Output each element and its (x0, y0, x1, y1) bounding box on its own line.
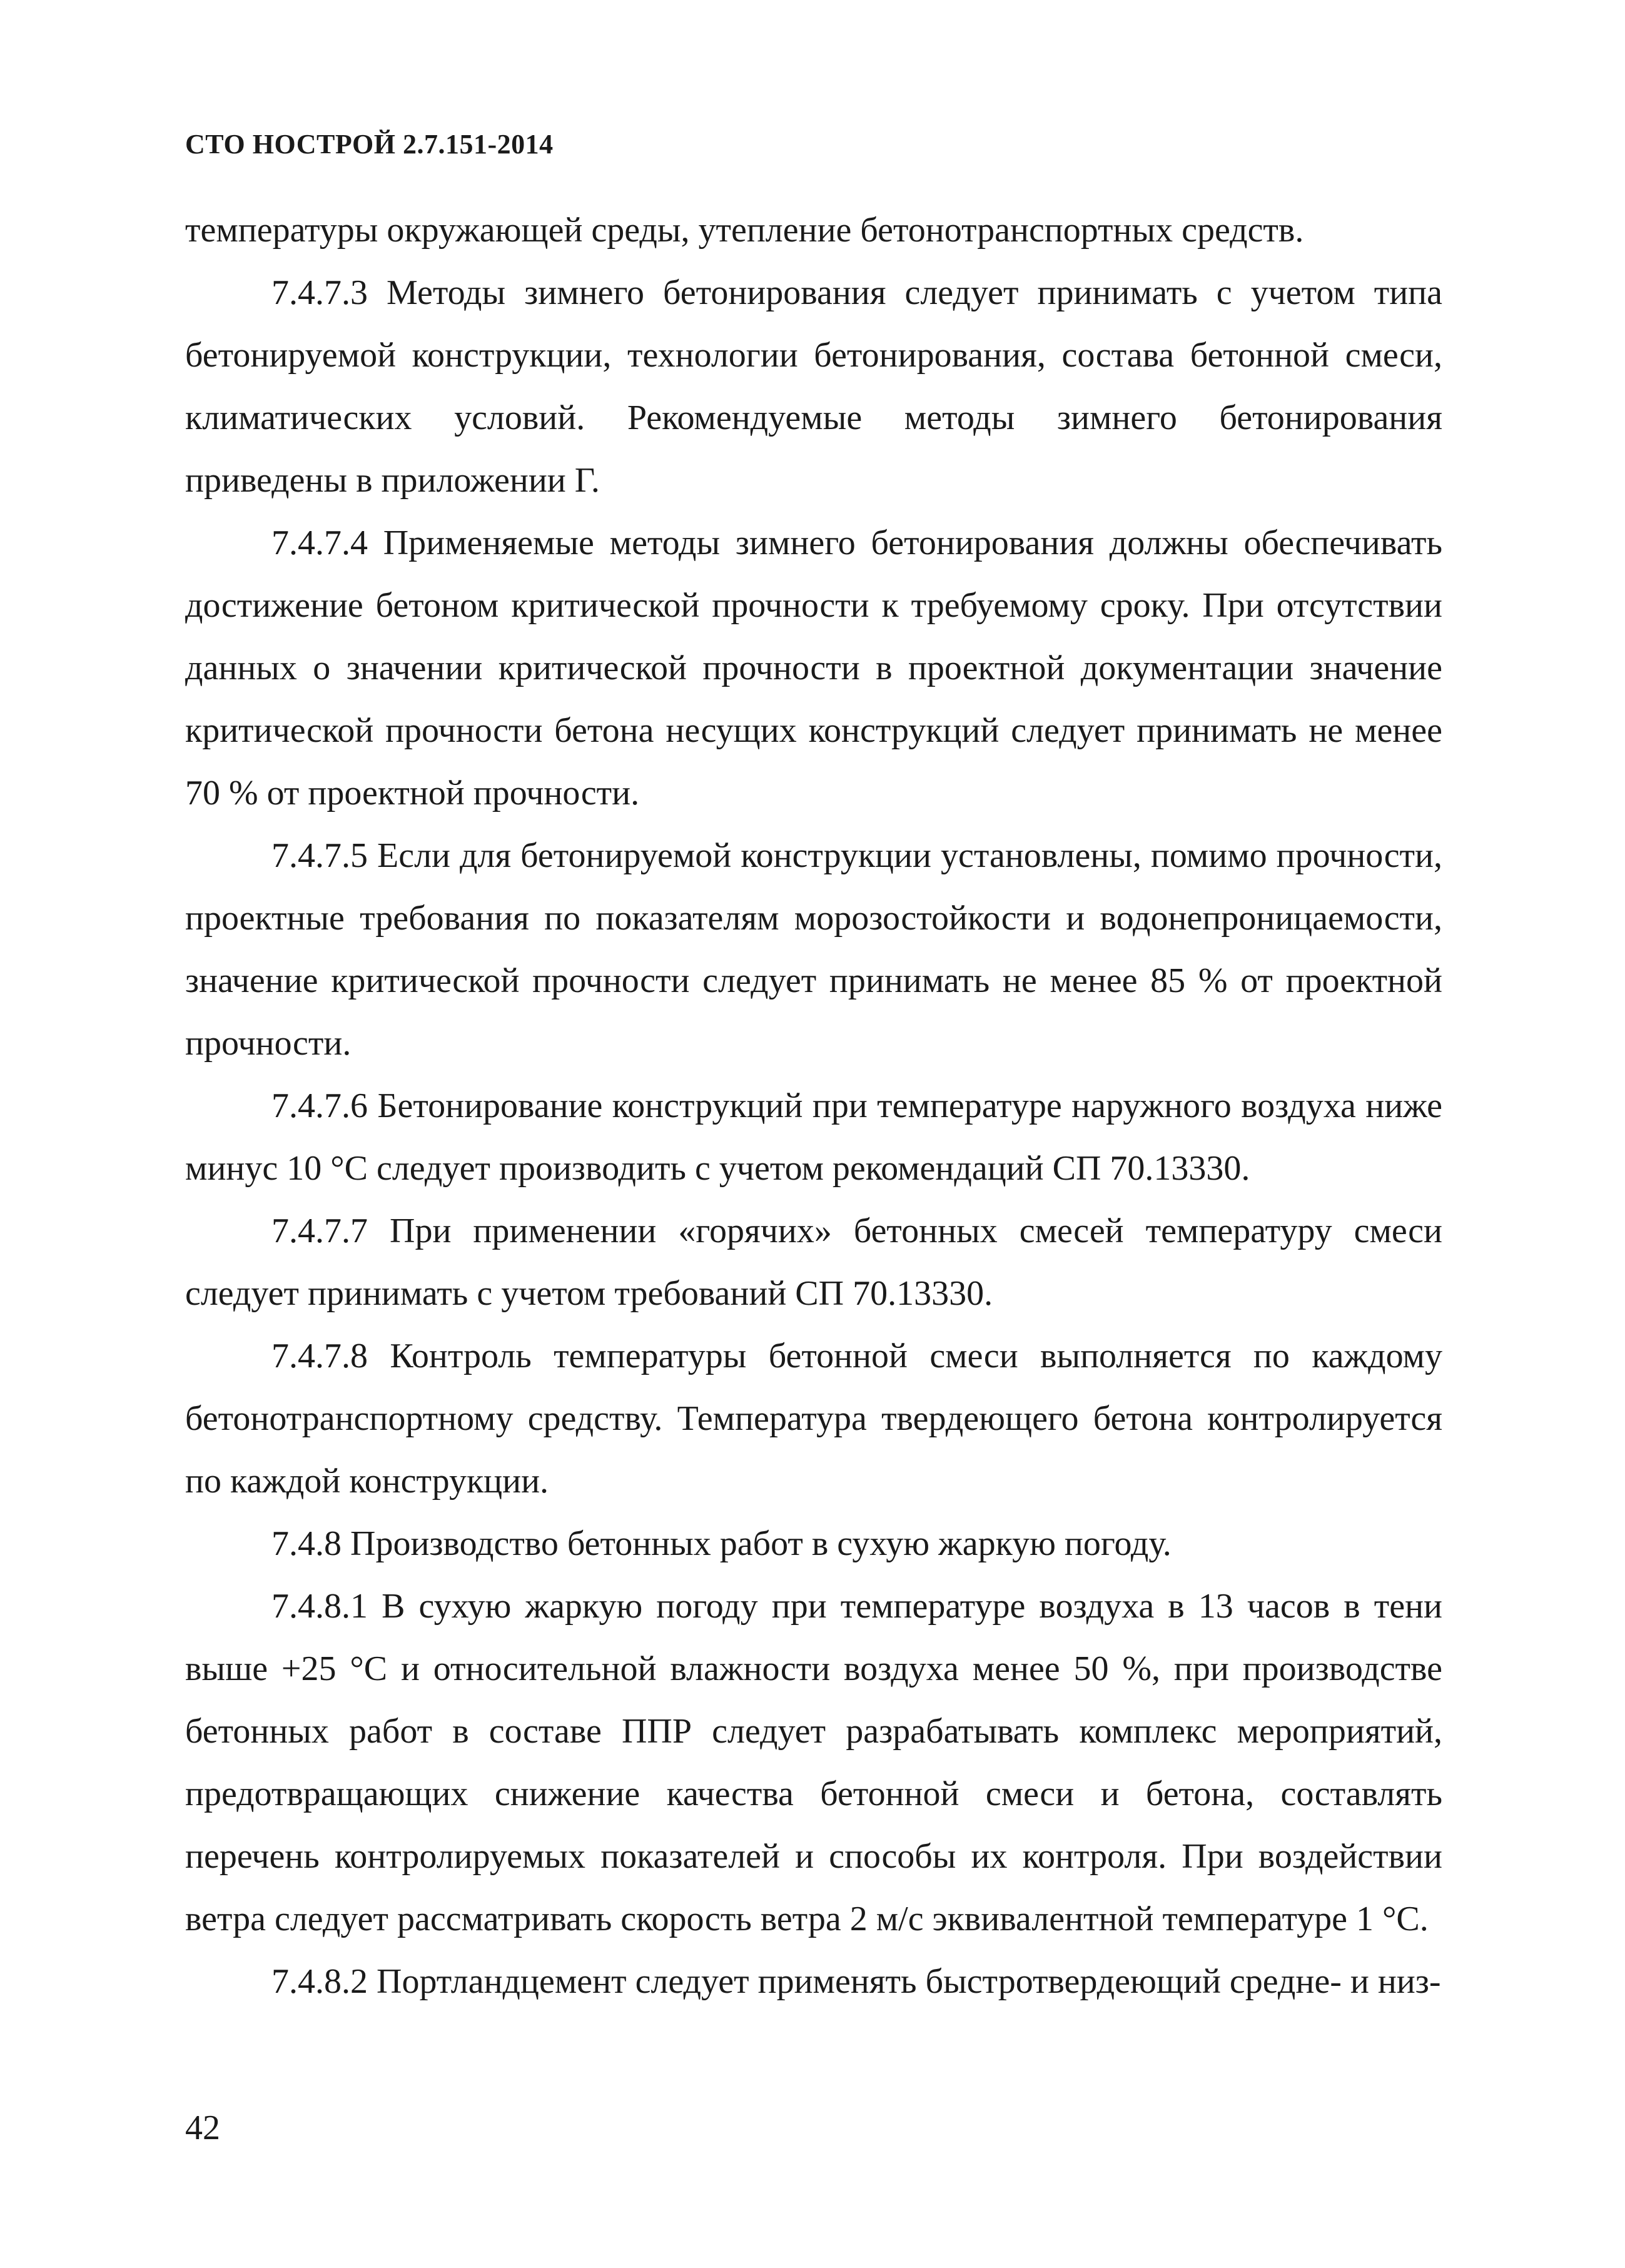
paragraph-7-4-7-6: 7.4.7.6 Бетонирование конструкций при температуре наружного воздуха ниже минус 10 °С следует производить с учетом рекомендаций СП 70.13330. (185, 1086, 1442, 1188)
paragraph-continuation: температуры окружающей среды, утепление бетонотранспортных средств. (185, 211, 1304, 250)
paragraph-7-4-8: 7.4.8 Производство бетонных работ в сухую жаркую погоду. (271, 1524, 1172, 1563)
page-number: 42 (185, 2109, 220, 2147)
paragraph-7-4-7-3: 7.4.7.3 Методы зимнего бетонирования следует принимать с учетом типа бетонируемой конструкции, технологии бетонирования, состава бетонной смеси, климатических условий. Рекомендуемые методы зимнего бетонирования приведены в приложении Г. (185, 273, 1442, 500)
document-body (185, 199, 1442, 2013)
paragraph-7-4-8-1: 7.4.8.1 В сухую жаркую погоду при температуре воздуха в 13 часов в тени выше +25 °С и относительной влажности воздуха менее 50 %, при производстве бетонных работ в составе ППР следует разрабатывать комплекс мероприятий, предотвращающих снижение качества бетонной смеси и бетона, составлять перечень контролируемых показателей и способы их контроля. При воздействии ветра следует рассматривать скорость ветра 2 м/с эквивалентной температуре 1 °С. (185, 1587, 1442, 1938)
paragraph-7-4-7-8: 7.4.7.8 Контроль температуры бетонной смеси выполняется по каждому бетонотранспортному средству. Температура твердеющего бетона контролируется по каждой конструкции. (185, 1337, 1442, 1501)
document-header: СТО НОСТРОЙ 2.7.151-2014 (185, 129, 554, 159)
paragraph-7-4-7-4: 7.4.7.4 Применяемые методы зимнего бетонирования должны обеспечивать достижение бетоном критической прочности к требуемому сроку. При отсутствии данных о значении критической прочности в проектной документации значение критической прочности бетона несущих конструкций следует принимать не менее 70 % от проектной прочности. (185, 524, 1442, 813)
paragraph-7-4-7-5: 7.4.7.5 Если для бетонируемой конструкции установлены, помимо прочности, проектные требования по показателям морозостойкости и водонепроницаемости, значение критической прочности следует принимать не менее 85 % от проектной прочности. (185, 836, 1442, 1063)
paragraph-7-4-8-2: 7.4.8.2 Портландцемент следует применять быстротвердеющий средне- и низ- (271, 1962, 1441, 2001)
paragraph-7-4-7-7: 7.4.7.7 При применении «горячих» бетонных смесей температуру смеси следует принимать с учетом требований СП 70.13330. (185, 1212, 1442, 1313)
